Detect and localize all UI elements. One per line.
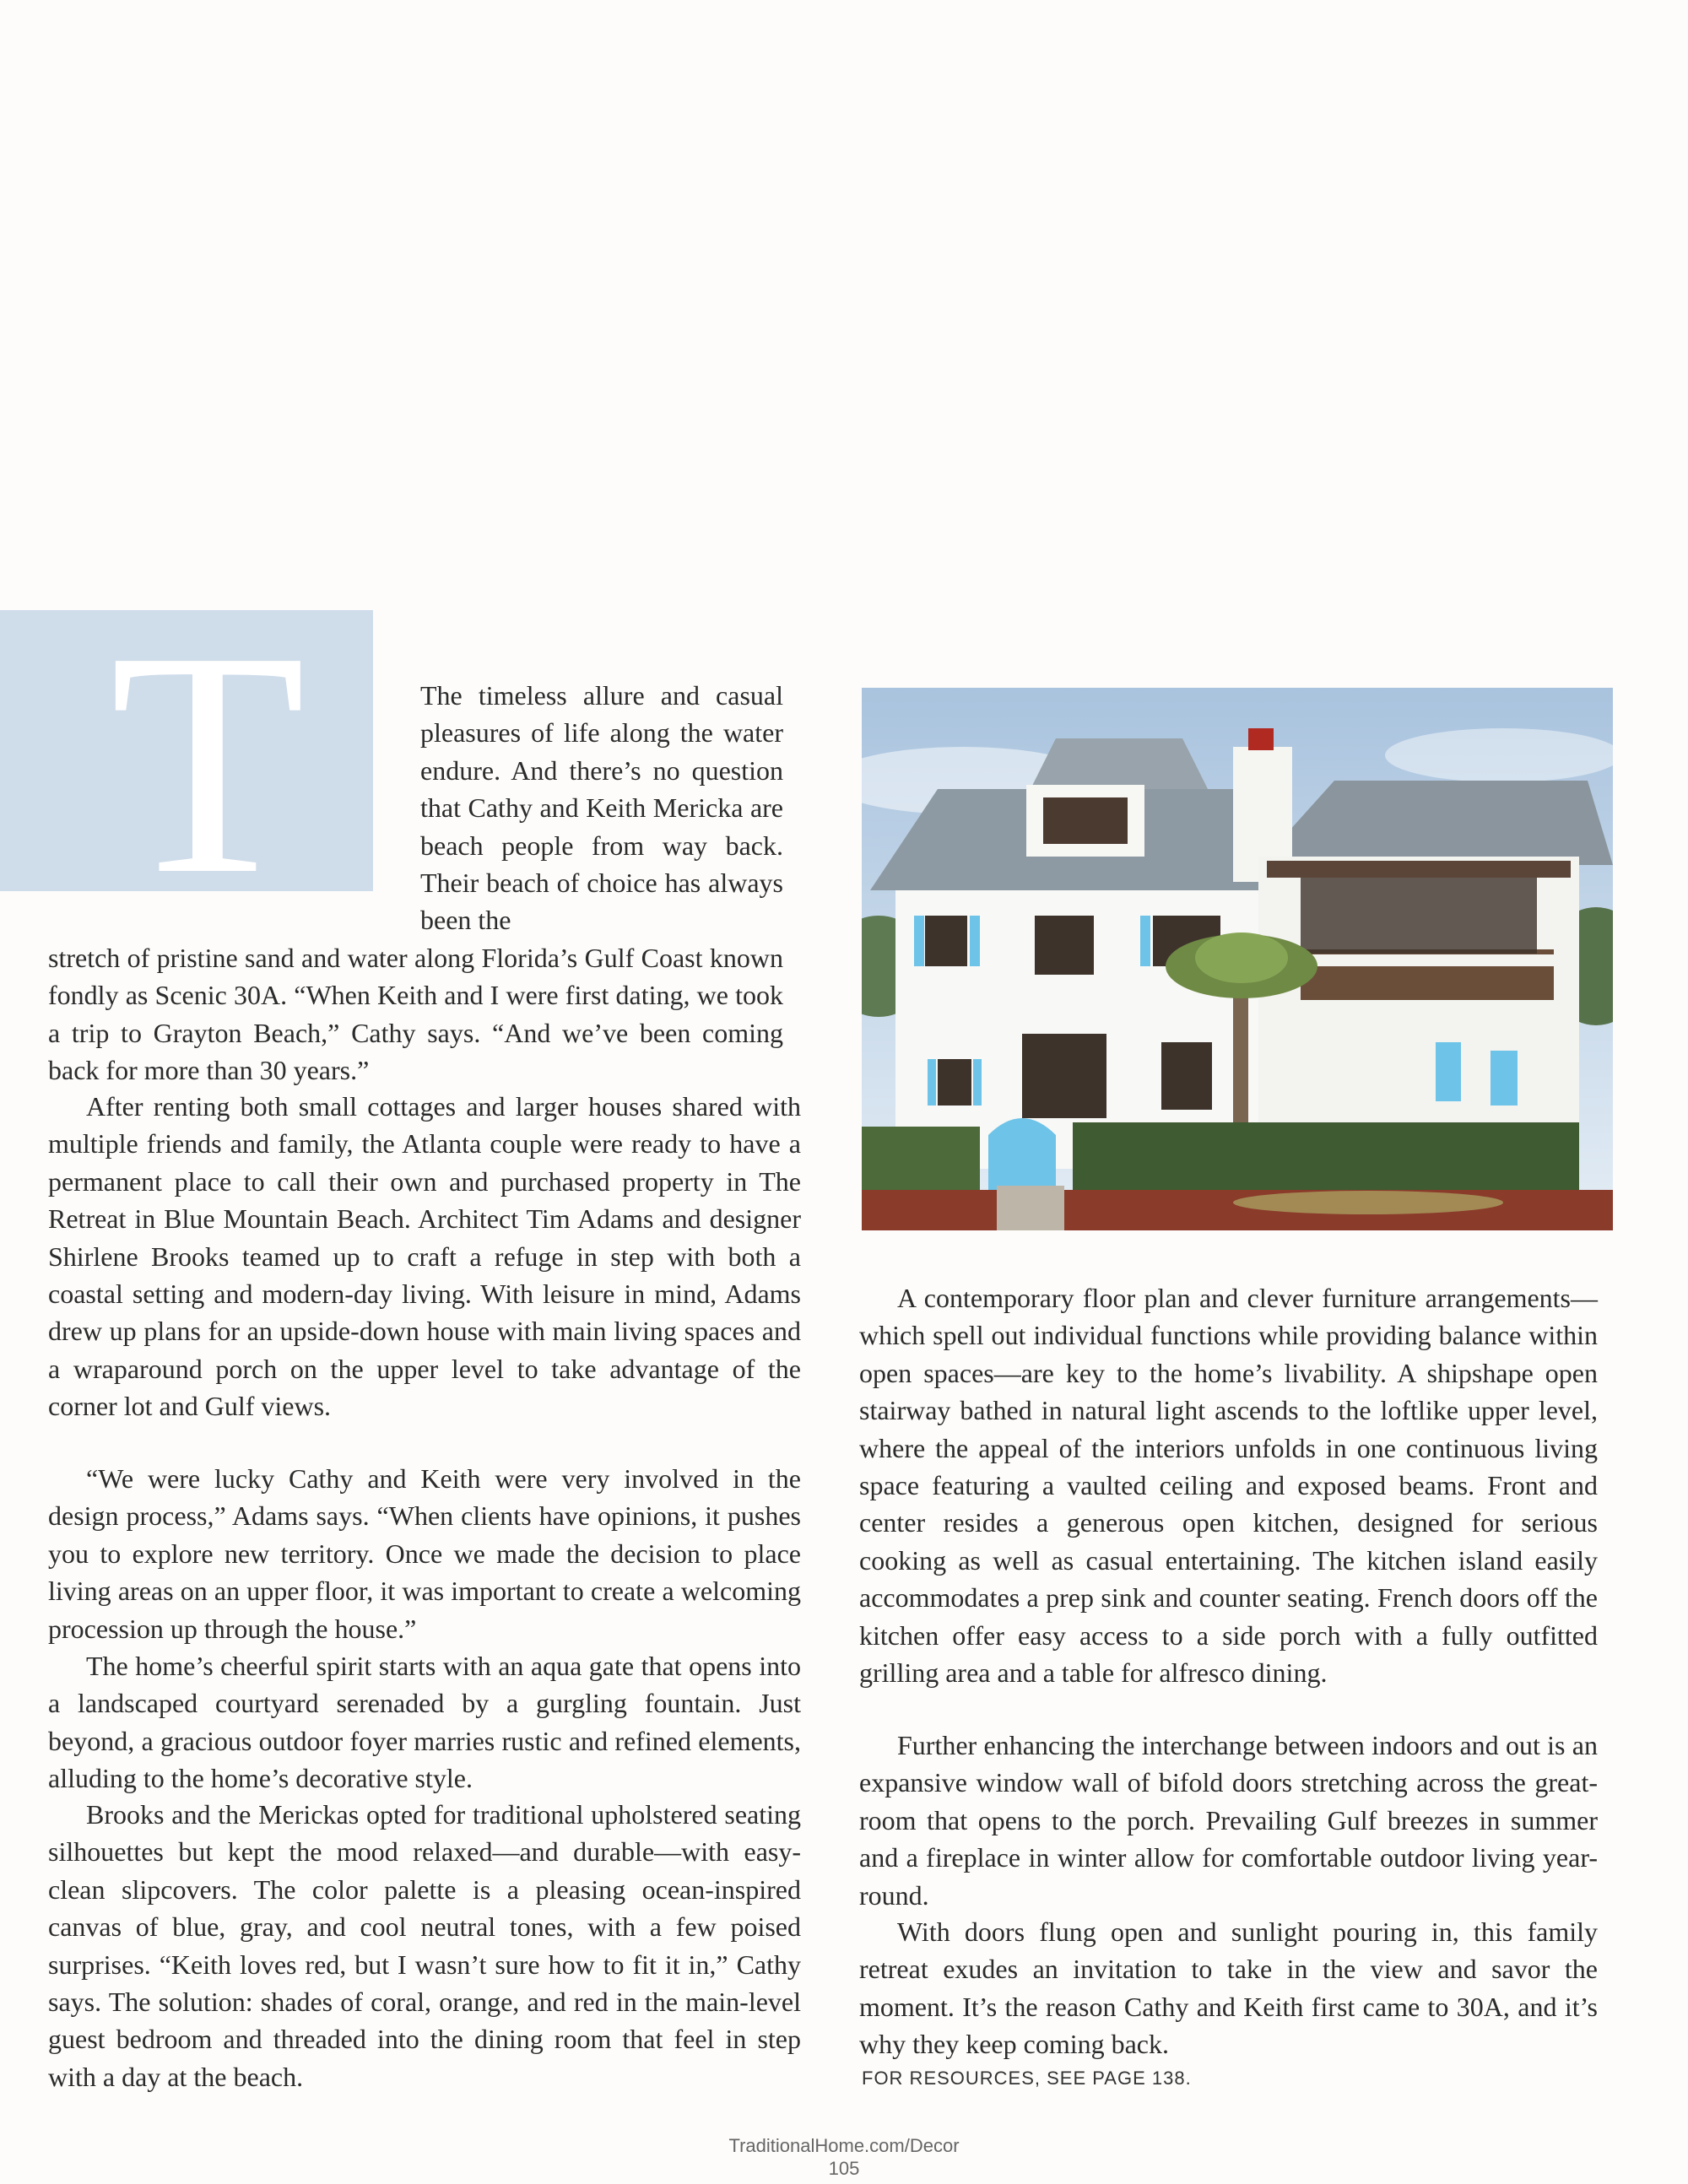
body-paragraph-2: After renting both small cottages and larger houses shared with multiple friends and family, the Atlanta couple were ready to have a permanent place to call their own and purchased property in The Retreat in Blue Mountain Beach. Architect Tim Adams and designer Shirlene Brooks teamed up to craft a refuge in step with both a coastal setting and modern-day living. With leisure in mind, Adams drew up plans for an upside-down house with main living spaces and a wraparound porch on the upper level to take advantage of the corner lot and Gulf views. <box>48 1091 801 1422</box>
body-paragraph-5: Brooks and the Merickas opted for traditional upholstered seating silhouettes but kept the mood relaxed—and durable—with easy-clean slipcovers. The color palette is a pleasing ocean-inspired canvas of blue, gray, and cool neutral tones, with a few poised surprises. “Keith loves red, but I wasn’t sure how to fit it in,” Cathy says. The solution: shades of coral, orange, and red in the main-level guest bedroom and threaded into the dining room that feel in step with a day at the beach. <box>48 1799 801 2092</box>
footer-website-link[interactable]: TraditionalHome.com/Decor <box>728 2135 960 2156</box>
body-paragraph-8: With doors flung open and sunlight pouring in, this family retreat exudes an invitation to take in the view and savor the moment. It’s the reason Cathy and Keith first came to 30A, and it’s why they keep coming back. <box>859 1916 1598 2060</box>
body-paragraph-7: Further enhancing the interchange between indoors and out is an expansive window wall of bifold doors stretching across the great-room that opens to the porch. Prevailing Gulf breezes in summer and a fireplace in winter allow for comfortable outdoor living year-round. <box>859 1730 1598 1911</box>
body-paragraph-3: “We were lucky Cathy and Keith were very involved in the design process,” Adams says. “When clients have opinions, it pushes you to explore new territory. Once we made the decision to place living areas on an upper floor, it was important to create a welcoming procession up through the house.” <box>48 1463 801 1644</box>
body-paragraph-6: A contemporary floor plan and clever furniture arrangements—which spell out individual functions while providing balance within open spaces—are key to the home’s livability. A shipshape open stairway bathed in natural light ascends to the loftlike upper level, where the appeal of the interiors unfolds in one continuous living space featuring a vaulted ceiling and exposed beams. Front and center resides a generous open kitchen, designed for serious cooking as well as casual entertaining. The kitchen island easily accommodates a prep sink and counter seating. French doors off the kitchen offer easy access to a side porch with a fully outfitted grilling area and a table for alfresco dining. <box>859 1283 1598 1689</box>
house-exterior-photo <box>862 688 1613 1230</box>
resources-note: FOR RESOURCES, SEE PAGE 138. <box>862 2068 1192 2089</box>
drop-cap-letter: T <box>110 586 306 941</box>
body-paragraph-1: stretch of pristine sand and water along Florida’s Gulf Coast known fondly as Scenic 30A. “When Keith and I were first dating, we took a trip to Grayton Beach,” Cathy says. “And we’ve been coming back for more than 30 years.” <box>48 943 783 1086</box>
page-number: 105 <box>828 2158 860 2179</box>
intro-paragraph: The timeless allure and casual pleasures of life along the water endure. And there’s no question that Cathy and Keith Mericka are beach people from way back. Their beach of choice has always been the <box>420 680 783 936</box>
body-paragraph-4: The home’s cheerful spirit starts with an aqua gate that opens into a landscaped courtyard serenaded by a gurgling fountain. Just beyond, a gracious outdoor foyer marries rustic and refined elements, alluding to the home’s decorative style. <box>48 1651 801 1794</box>
